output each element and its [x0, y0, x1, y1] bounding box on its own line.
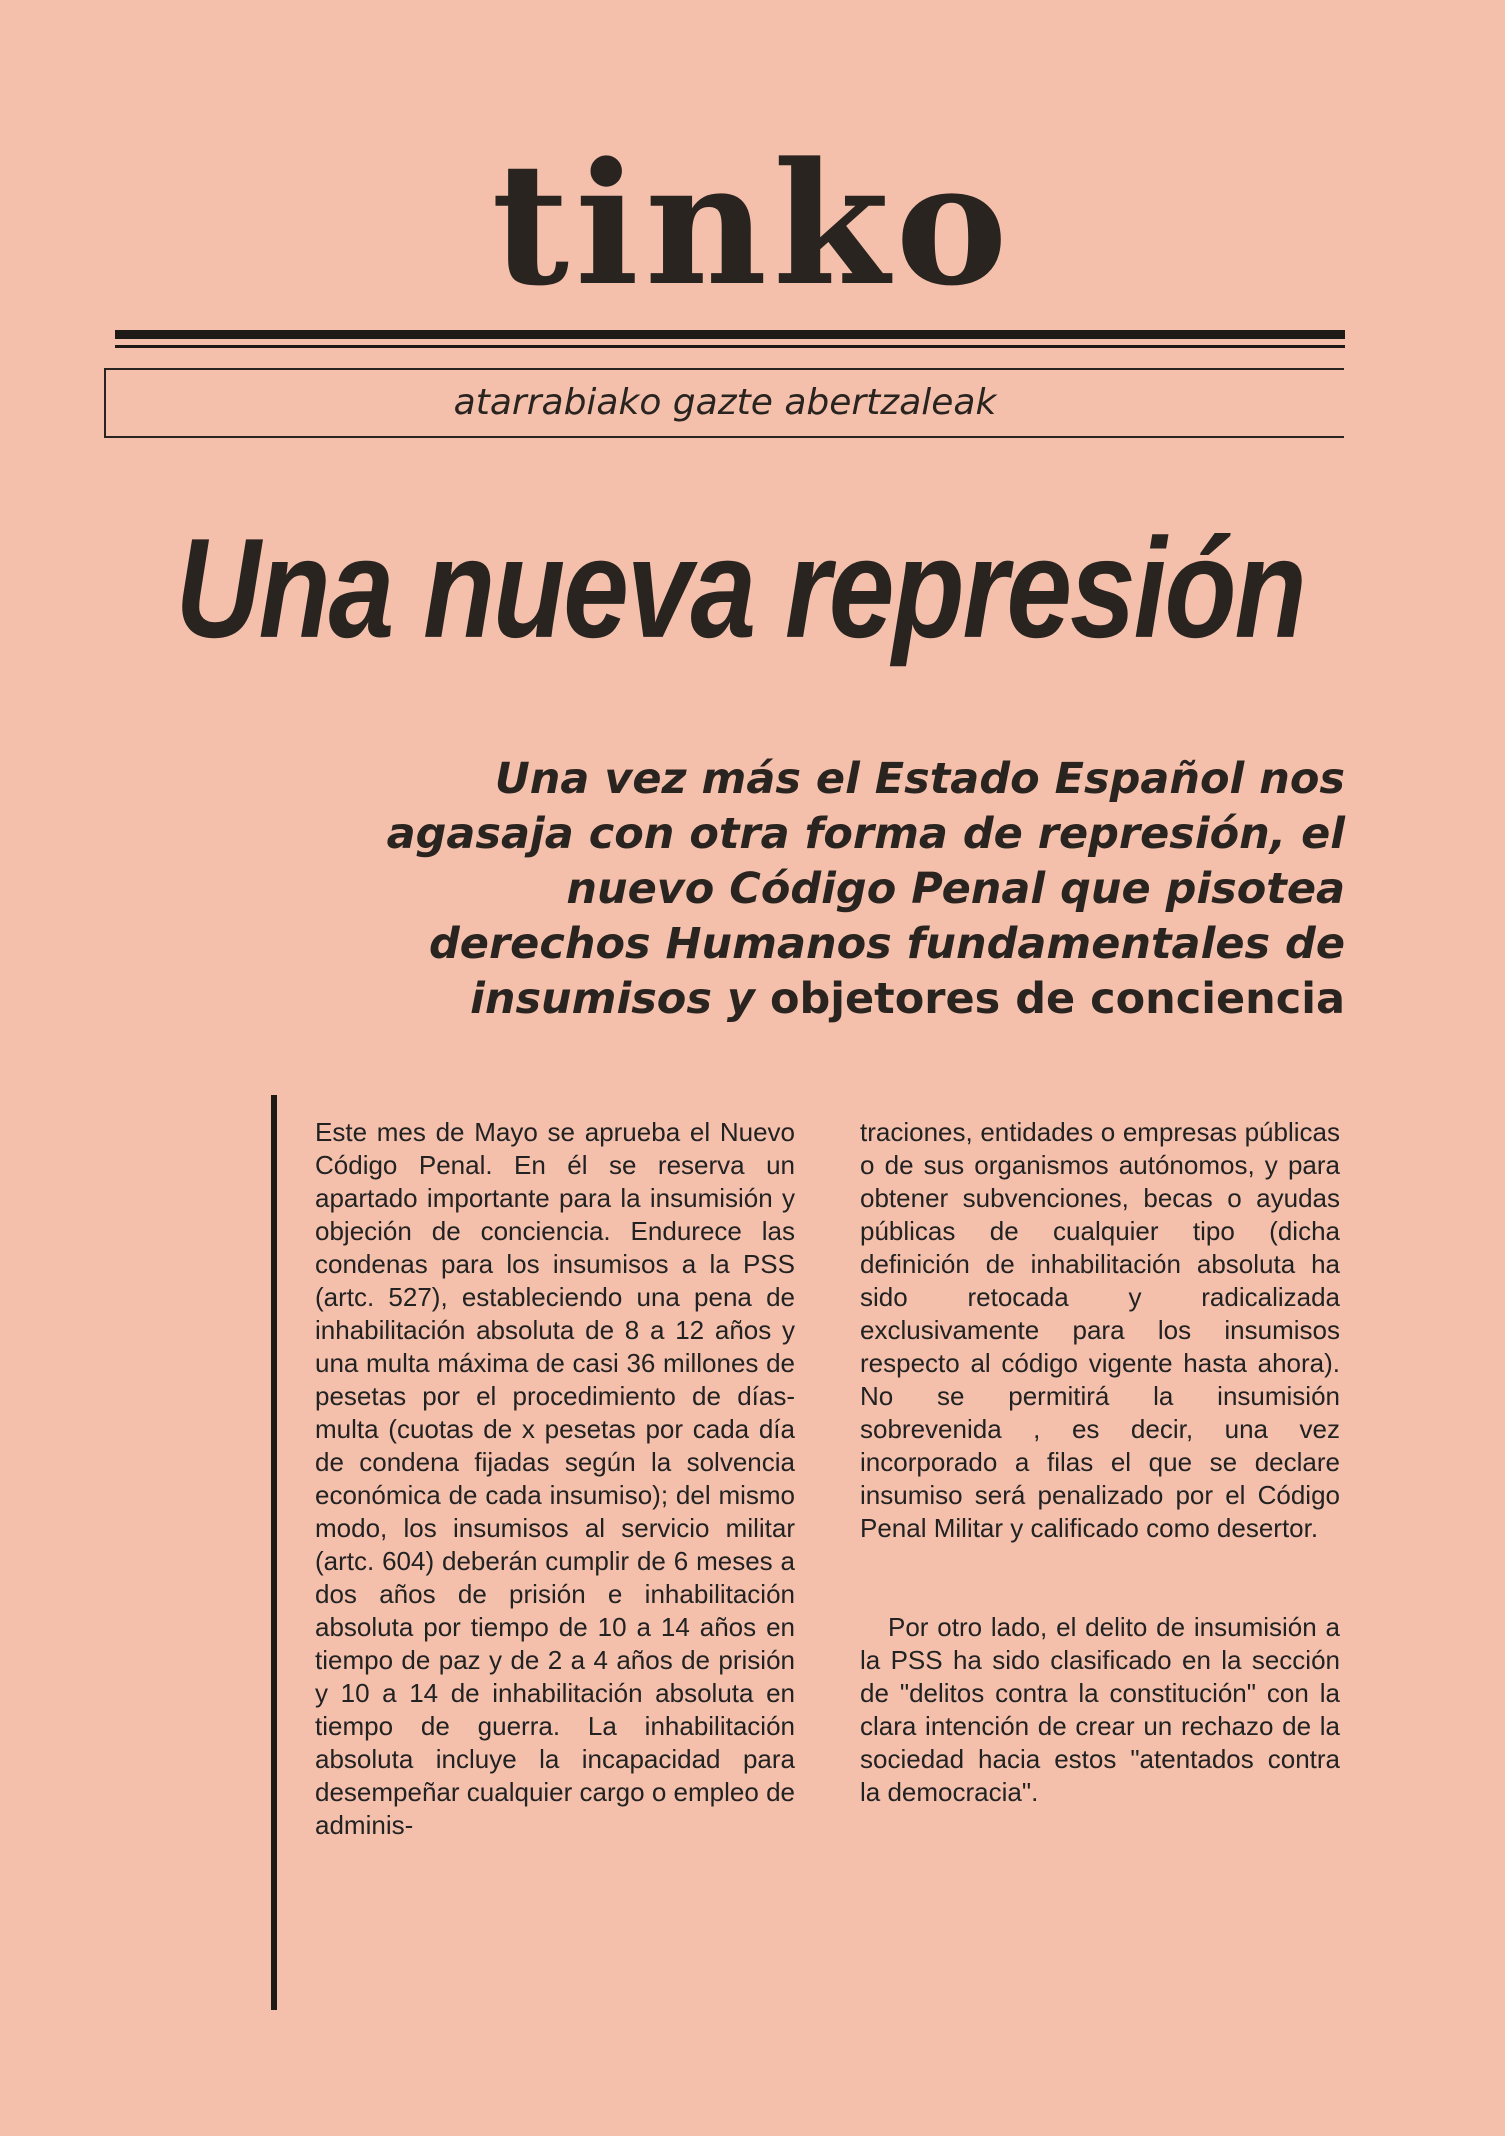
- lede-main-text: Una vez más el Estado Español nos agasaja con otra forma de represión, el nuevo Código Penal que pisotea derechos Humanos fundamentales de insumisos y: [386, 754, 1345, 1024]
- column-right-paragraph-1: traciones, entidades o empresas públicas o de sus organismos autónomos, y para obtener subvenciones, becas o ayudas públicas de cualquier tipo (dicha definición de inhabilitación absoluta ha sido retocada y radicalizada exclusivamente para los insumisos respecto al código vigente hasta ahora). No se permitirá la insumisión sobrevenida , es decir, una vez incorporado a filas el que se declare insumiso será penalizado por el Código Penal Militar y calificado como desertor.: [860, 1117, 1340, 1543]
- masthead-rule-thick: [115, 330, 1345, 339]
- masthead-title: tinko: [491, 125, 1014, 323]
- article-lede: [380, 752, 1345, 1027]
- article-column-left: [315, 1116, 795, 1842]
- column-right-paragraph-2: Por otro lado, el delito de insumisión a la PSS ha sido clasificado en la sección de "delitos contra la constitución" con la clara intención de crear un rechazo de la sociedad hacia estos "atentados contra la democracia".: [860, 1612, 1340, 1807]
- column-divider-bar: [271, 1095, 277, 2010]
- masthead-rule-thin: [115, 345, 1345, 348]
- lede-end-text: objetores de conciencia: [769, 974, 1345, 1024]
- article-headline: Una nueva represión: [175, 509, 1305, 669]
- column-left-paragraph: Este mes de Mayo se aprueba el Nuevo Código Penal. En él se reserva un apartado importante para la insumisión y objeción de conciencia. Endurece las condenas para los insumisos a la PSS (artc. 527), estableciendo una pena de inhabilitación absoluta de 8 a 12 años y una multa máxima de casi 36 millones de pesetas por el procedimiento de días-multa (cuotas de x pesetas por cada día de condena fijadas según la solvencia económica de cada insumiso); del mismo modo, los insumisos al servicio militar (artc. 604) deberán cumplir de 6 meses a dos años de prisión e inhabilitación absoluta por tiempo de 10 a 14 años en tiempo de paz y de 2 a 4 años de prisión y 10 a 14 de inhabilitación absoluta en tiempo de guerra. La inhabilitación absoluta incluye la incapacidad para desempeñar cualquier cargo o empleo de adminis-: [315, 1117, 795, 1840]
- masthead-subtitle: atarrabiako gazte abertzaleak: [104, 368, 1344, 438]
- article-column-right: [860, 1116, 1340, 1809]
